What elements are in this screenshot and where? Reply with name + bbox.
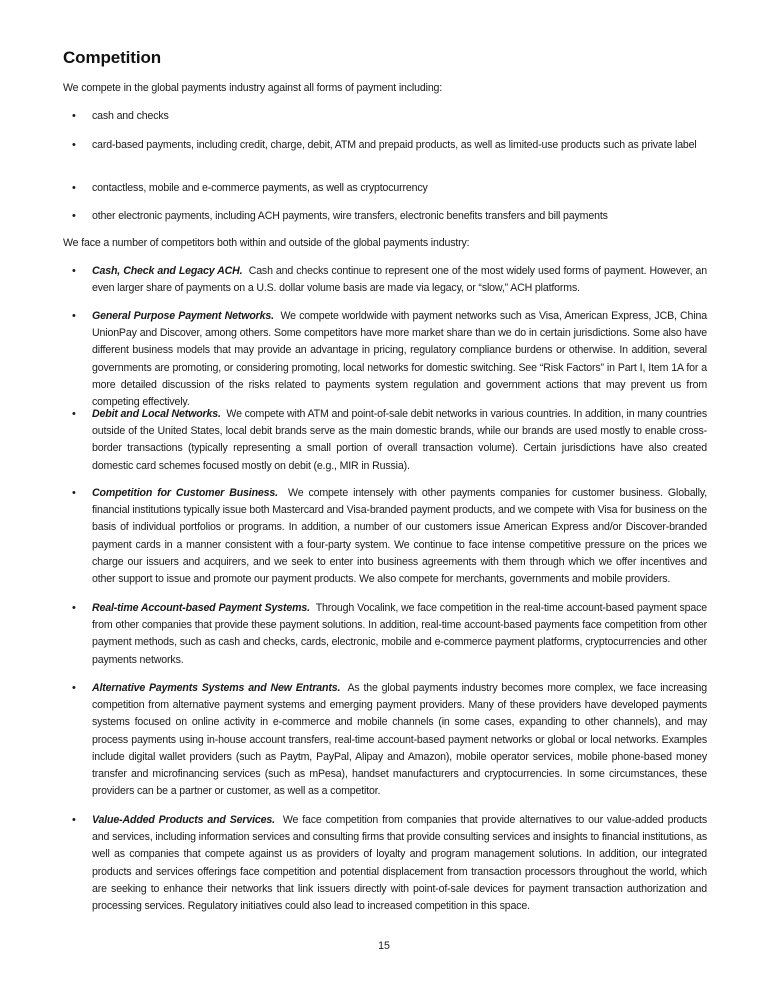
competitor-text: As the global payments industry becomes more complex, we face increasing competition from alternative payment systems and emerging payment providers. Many of these providers have developed payments systems focused on online activity in e-commerce and mobile channels (in some cases, expanding to other channels), and may process payments using in-house account transfers, real-time account-based payment networks or global or local networks. Examples include digital wallet providers (such as Paytm, PayPal, Alipay and Amazon), mobile operator services, mobile phone-based money transfer and microfinancing services (such as mPesa), handset manufacturers and cryptocurrencies. In some circumstances, these providers can be a partner or customer, as well as a competitor. [92,682,707,798]
competitor-text: We face competition from companies that provide alternatives to our value-added products and services, including information services and consulting firms that provide consulting services and insights to financial institutions, as well as companies that compete against us as providers of loyalty and program management solutions. In addition, our integrated products and services offerings face competition and potential displacement from transaction processors throughout the world, which are seeking to enhance their networks that link issuers directly with point-of-sale devices for payment transaction authorization and processing services. Regulatory initiatives could also lead to increased competition in this space. [92,814,707,913]
bullet-icon: • [72,182,76,194]
list-item-text: other electronic payments, including ACH payments, wire transfers, electronic benefits transfers and bill payments [92,210,608,222]
competitor-item [72,406,708,475]
list-item-text: card-based payments, including credit, charge, debit, ATM and prepaid products, as well as limited-use products such as private label [92,139,697,151]
competitor-title: General Purpose Payment Networks. [92,310,274,322]
bullet-icon: • [72,487,76,499]
competitor-title: Debit and Local Networks. [92,408,221,420]
competitor-title: Competition for Customer Business. [92,487,278,499]
section-heading: Competition [63,48,162,67]
bullet-icon: • [72,602,76,614]
bullet-icon: • [72,814,76,826]
competitor-title: Alternative Payments Systems and New Entrants. [92,682,341,694]
bullet-icon: • [72,408,76,420]
list-item [72,108,707,125]
competitor-item [72,680,707,800]
competitor-item [72,308,707,411]
list-item-text: contactless, mobile and e-commerce payments, as well as cryptocurrency [92,182,428,194]
competitor-text: We compete worldwide with payment networks such as Visa, American Express, JCB, China UnionPay and Discover, among others. Some competitors have more market share than we do in certain jurisdictions. Some also have different business models that may provide an advantage in pricing, regulatory compliance burdens or otherwise. In addition, several governments are promoting, or considering promoting, local networks for domestic switching. See “Risk Factors” in Part I, Item 1A for a more detailed discussion of the risks related to payments system regulation and government actions that may prevent us from competing effectively. [92,310,707,409]
bullet-icon: • [72,310,76,322]
competitor-title: Value-Added Products and Services. [92,814,275,826]
competitor-text: We compete with ATM and point-of-sale debit networks in various countries. In addition, in many countries outside of the United States, local debit brands serve as the main domestic brands, while our brands are used mostly to enable cross-border transactions (typically representing a small portion of overall transaction volume). Certain jurisdictions have also created domestic card schemes focused mostly on debit (e.g., MIR in Russia). [92,408,708,472]
list-item [72,137,707,154]
bullet-icon: • [72,265,76,277]
page-number: 15 [378,940,390,952]
competitor-text: Cash and checks continue to represent one of the most widely used forms of payment. However, an even larger share of payments on a U.S. dollar volume basis are made via legacy, or “slow,” ACH platforms. [92,265,707,295]
bullet-icon: • [72,210,76,222]
list-item-text: cash and checks [92,110,169,122]
list-item [72,180,707,197]
competitor-item [72,485,707,588]
competitor-text: Through Vocalink, we face competition in the real-time account-based payment space from other companies that provide these payment solutions. In addition, real-time account-based payments face competition from other payment methods, such as cash and checks, cards, electronic, mobile and e-commerce payment platforms, cryptocurrencies and other payments networks. [92,602,707,666]
competitor-text: We compete intensely with other payments companies for customer business. Globally, financial institutions typically issue both Mastercard and Visa-branded payment products, and we compete with Visa for business on the basis of individual portfolios or programs. In addition, a number of our customers issue American Express and/or Discover-branded payment cards in a manner consistent with a four-party system. We continue to face intense competitive pressure on the prices we charge our issuers and acquirers, and we seek to enter into business agreements with them through which we offer incentives and other support to issue and promote our payment products. We also compete for merchants, governments and mobile providers. [92,487,707,586]
competitor-title: Cash, Check and Legacy ACH. [92,265,243,277]
competitor-item [72,263,707,297]
competitor-title: Real-time Account-based Payment Systems. [92,602,310,614]
competitor-item [72,812,707,915]
bullet-icon: • [72,110,76,122]
intro-paragraph: We face a number of competitors both within and outside of the global payments industry: [63,237,470,249]
competitor-item [72,600,707,669]
bullet-icon: • [72,682,76,694]
intro-paragraph: We compete in the global payments industry against all forms of payment including: [63,82,443,94]
list-item [72,208,707,225]
bullet-icon: • [72,139,76,151]
